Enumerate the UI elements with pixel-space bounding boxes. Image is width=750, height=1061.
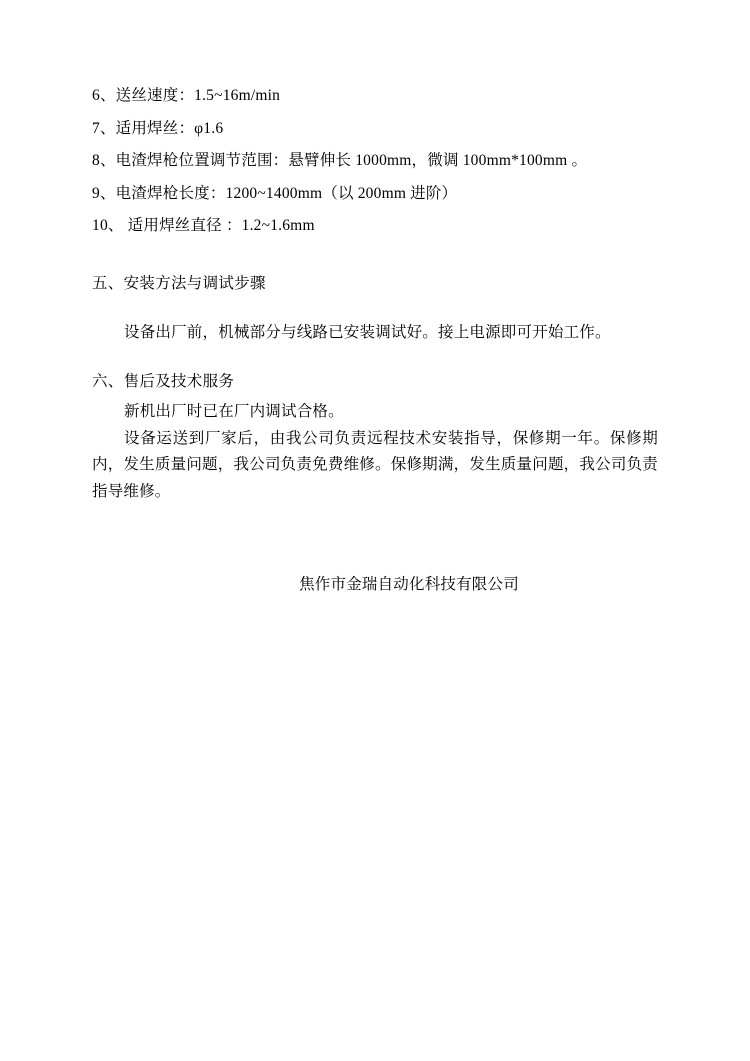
list-item: 9、电渣焊枪长度：1200~1400mm（以 200mm 进阶）	[92, 184, 458, 202]
company-signature: 焦作市金瑞自动化科技有限公司	[299, 575, 519, 593]
section-six-paragraph-1: 新机出厂时已在厂内调试合格。	[124, 403, 344, 421]
spacer	[92, 506, 658, 572]
section-five-paragraph: 设备出厂前，机械部分与线路已安装调试好。接上电源即可开始工作。	[124, 324, 611, 341]
spacer	[92, 251, 658, 276]
list-item: 8、电渣焊枪位置调节范围：悬臂伸长 1000mm，微调 100mm*100mm 。	[92, 152, 588, 169]
section-heading-five: 五、安装方法与调试步骤	[92, 274, 266, 292]
spacer	[92, 389, 658, 399]
spacer	[92, 291, 658, 320]
specification-list	[92, 88, 658, 234]
list-item: 10、 适用焊丝直径 ：1.2~1.6mm	[92, 217, 315, 234]
list-item: 6、送丝速度：1.5~16m/min	[92, 87, 281, 104]
section-heading-six: 六、售后及技术服务	[92, 372, 235, 390]
list-item: 7、适用焊丝：φ1.6	[92, 119, 224, 137]
spacer	[92, 347, 658, 374]
section-six-paragraph-2: 设备运送到厂家后，由我公司负责远程技术安装指导，保修期一年。保修期内，发生质量问题，我公司负责免费维修。保修期满，发生质量问题，我公司负责指导维修。	[92, 429, 658, 501]
